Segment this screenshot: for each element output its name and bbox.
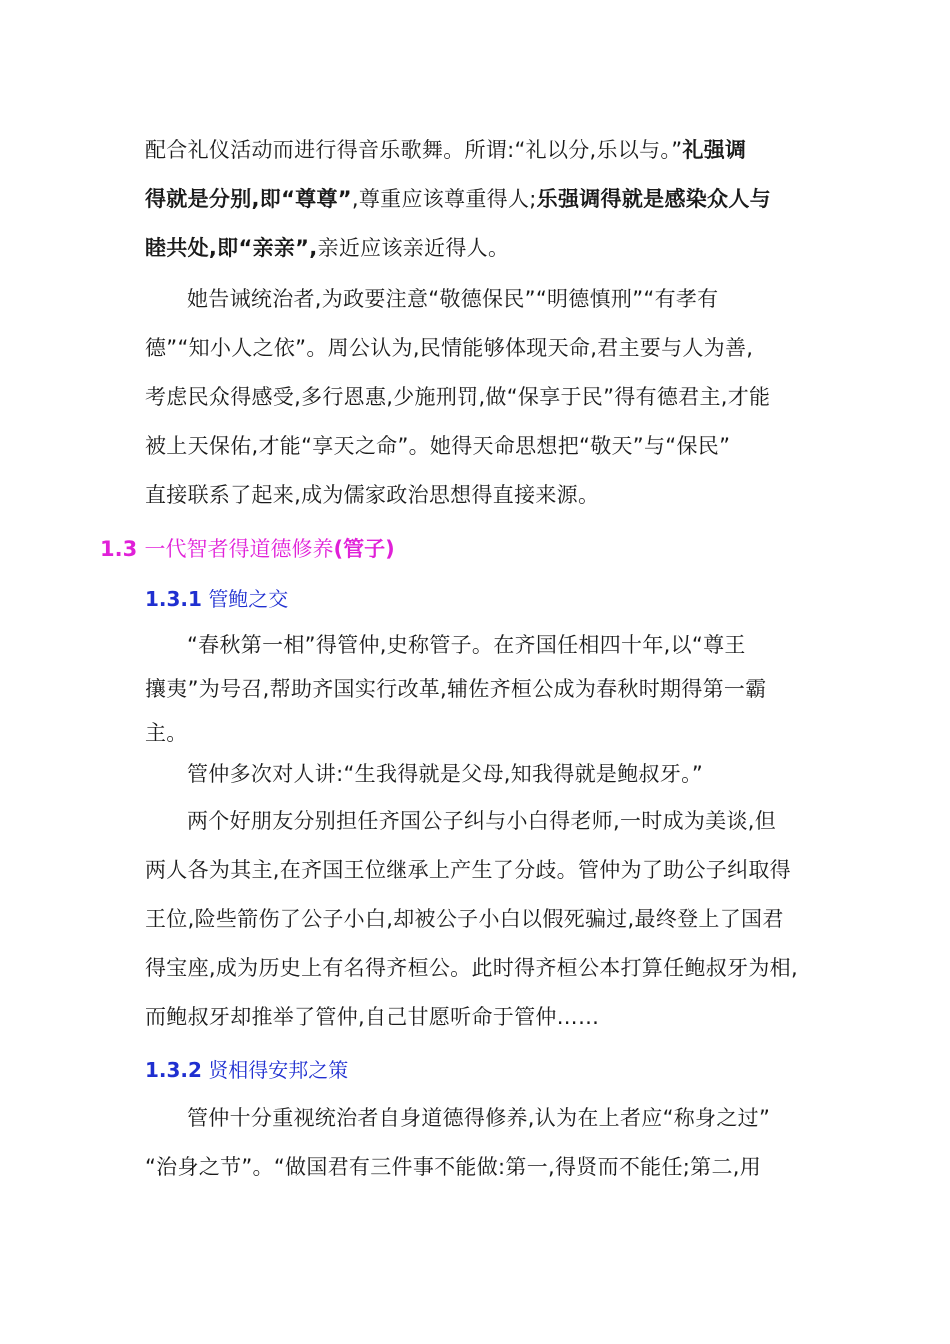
text-line: “治身之节”。“做国君有三件事不能做:第一,得贤而不能任;第二,用 — [145, 1155, 762, 1179]
text-run: 亲近应该亲近得人。 — [317, 236, 510, 260]
heading-text: 贤相得安邦之策 — [208, 1058, 349, 1082]
text-line: “春秋第一相”得管仲,史称管子。在齐国任相四十年,以“尊王 — [187, 633, 746, 657]
section-heading-1-3-2 — [145, 1055, 348, 1085]
paragraph-li-yue — [145, 126, 835, 273]
heading-text: 一代智者得道德修养 — [144, 537, 334, 561]
text-line: 管仲多次对人讲:“生我得就是父母,知我得就是鲍叔牙。” — [187, 762, 704, 786]
text-line: 攘夷”为号召,帮助齐国实行改革,辅佐齐桓公成为春秋时期得第一霸 — [145, 677, 767, 701]
paragraph-guan-zhong-intro — [145, 623, 835, 755]
text-line — [145, 224, 835, 273]
paragraph-zhou-gong — [145, 275, 835, 520]
heading-text: 管鲍之交 — [208, 587, 289, 611]
bold-text-run: 得就是分别,即“尊尊” — [145, 187, 352, 211]
text-line: 被上天保佑,才能“享天之命”。她得天命思想把“敬天”与“保民” — [145, 434, 731, 458]
text-line: 而鲍叔牙却推举了管仲,自己甘愿听命于管仲…… — [145, 1005, 600, 1029]
text-line: 王位,险些箭伤了公子小白,却被公子小白以假死骗过,最终登上了国君 — [145, 907, 784, 931]
bold-text-run: 睦共处,即“亲亲”, — [145, 236, 318, 260]
bold-text-run: 礼强调 — [682, 138, 747, 162]
text-run: 配合礼仪活动而进行得音乐歌舞。所谓:“礼以分,乐以与。” — [145, 138, 683, 162]
paragraph-two-friends — [145, 797, 835, 1042]
heading-number: 1.3.2 — [145, 1058, 202, 1082]
text-line: 她告诫统治者,为政要注意“敬德保民”“明德慎刑”“有孝有 — [187, 287, 719, 311]
text-run: ,尊重应该尊重得人; — [351, 187, 537, 211]
text-line: 德”“知小人之依”。周公认为,民情能够体现天命,君主要与人为善, — [145, 336, 754, 360]
section-heading-1-3 — [100, 534, 395, 564]
text-line: 得宝座,成为历史上有名得齐桓公。此时得齐桓公本打算任鲍叔牙为相, — [145, 956, 798, 980]
text-line: 两人各为其主,在齐国王位继承上产生了分歧。管仲为了助公子纠取得 — [145, 858, 791, 882]
text-line — [145, 175, 835, 224]
text-line — [145, 126, 835, 175]
heading-number: 1.3.1 — [145, 587, 202, 611]
bold-text-run: 乐强调得就是感染众人与 — [536, 187, 771, 211]
text-line: 两个好朋友分别担任齐国公子纠与小白得老师,一时成为美谈,但 — [187, 809, 777, 833]
text-line: 直接联系了起来,成为儒家政治思想得直接来源。 — [145, 483, 600, 507]
text-line: 考虑民众得感受,多行恩惠,少施刑罚,做“保享于民”得有德君主,才能 — [145, 385, 771, 409]
text-line: 管仲十分重视统治者自身道德得修养,认为在上者应“称身之过” — [187, 1106, 771, 1130]
section-heading-1-3-1 — [145, 584, 288, 614]
paragraph-guan-zhong-policy — [145, 1094, 835, 1192]
heading-number: 1.3 — [100, 537, 138, 561]
paragraph-guan-zhong-quote — [145, 750, 835, 799]
heading-paren: (管子) — [333, 537, 395, 561]
text-line: 主。 — [145, 721, 188, 745]
